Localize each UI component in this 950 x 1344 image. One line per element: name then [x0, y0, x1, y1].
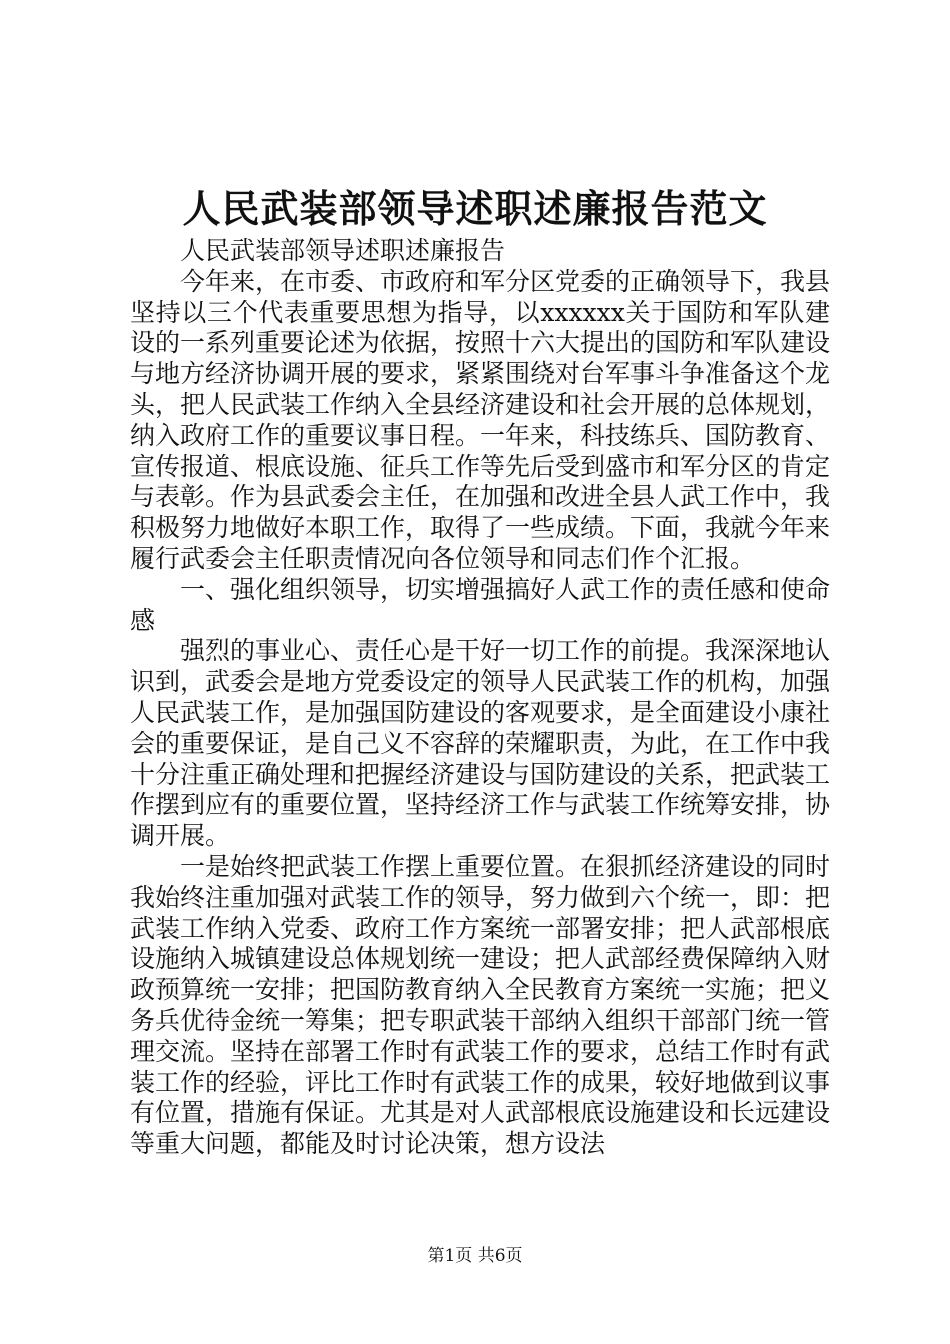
paragraph-section-heading: 一、强化组织领导，切实增强搞好人武工作的责任感和使命感: [130, 574, 831, 635]
paragraph-subtitle: 人民武装部领导述职述廉报告: [180, 236, 506, 265]
page-number: 第1页 共6页: [427, 1246, 523, 1266]
paragraph-point-one: 一是始终把武装工作摆上重要位置。在狠抓经济建设的同时我始终注重加强对武装工作的领导，努力做到六个统一，即：把武装工作纳入党委、政府工作方案统一部署安排；把人武部根底设施纳入城镇建设总体规划统一建设；把人武部经费保障纳入财政预算统一安排；把国防教育纳入全民教育方案统一实施；把义务兵优待金统一筹集；把专职武装干部纳入组织干部部门统一管理交流。坚持在部署工作时有武装工作的要求，总结工作时有武装工作的经验，评比工作时有武装工作的成果，较好地做到议事有位置，措施有保证。尤其是对人武部根底设施建设和长远建设等重大问题，都能及时讨论决策，想方设法: [130, 851, 831, 1159]
paragraph-responsibility: 强烈的事业心、责任心是干好一切工作的前提。我深深地认识到，武委会是地方党委设定的领导人民武装工作的机构，加强人民武装工作，是加强国防建设的客观要求，是全面建设小康社会的重要保证，是自己义不容辞的荣耀职责，为此，在工作中我十分注重正确处理和把握经济建设与国防建设的关系，把武装工作摆到应有的重要位置，坚持经济工作与武装工作统筹安排，协调开展。: [130, 636, 831, 851]
document-title: 人民武装部领导述职述廉报告范文: [182, 186, 768, 231]
paragraph-intro: 今年来，在市委、市政府和军分区党委的正确领导下，我县坚持以三个代表重要思想为指导，以xxxxxx关于国防和军队建设的一系列重要论述为依据，按照十六大提出的国防和军队建设与地方经济协调开展的要求，紧紧围绕对台军事斗争准备这个龙头，把人民武装工作纳入全县经济建设和社会开展的总体规划，纳入政府工作的重要议事日程。一年来，科技练兵、国防教育、宣传报道、根底设施、征兵工作等先后受到盛市和军分区的肯定与表彰。作为县武委会主任，在加强和改进全县人武工作中，我积极努力地做好本职工作，取得了一些成绩。下面，我就今年来履行武委会主任职责情况向各位领导和同志们作个汇报。: [130, 266, 831, 573]
document-body: [130, 236, 830, 1160]
